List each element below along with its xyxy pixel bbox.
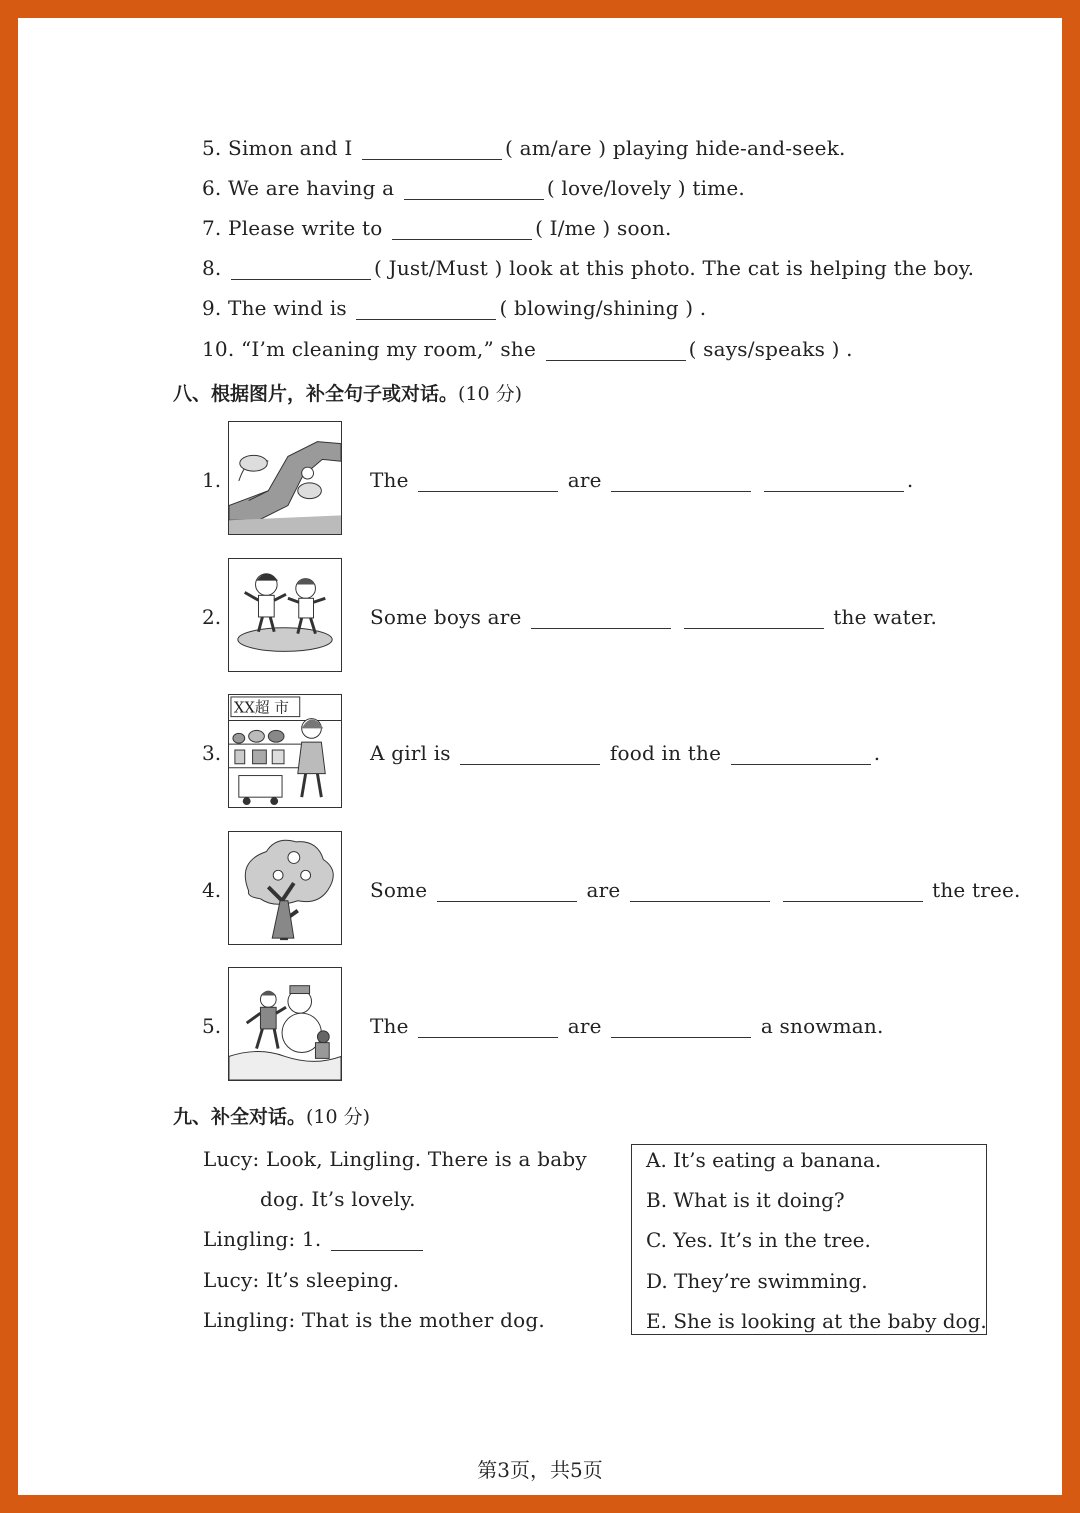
- picture-item-number: 3.: [202, 741, 222, 765]
- section-9-heading: 九、补全对话。(10 分): [173, 1106, 371, 1128]
- boys-water-picture: [228, 558, 342, 672]
- snowman-picture: [228, 967, 342, 1081]
- answer-blank[interactable]: [630, 879, 770, 902]
- worksheet-page: [18, 18, 1062, 1495]
- answer-blank[interactable]: [611, 469, 751, 492]
- page-footer: 第3页，共5页: [477, 1458, 603, 1482]
- answer-blank[interactable]: [392, 217, 532, 240]
- answer-blank[interactable]: [684, 606, 824, 629]
- answer-blank[interactable]: [418, 1015, 558, 1038]
- answer-blank[interactable]: [437, 879, 577, 902]
- answer-blank[interactable]: [356, 297, 496, 320]
- answer-blank[interactable]: [460, 742, 600, 765]
- picture-item-number: 2.: [202, 605, 222, 629]
- question-10: 10. “I’m cleaning my room,” she ( says/speaks ) .: [202, 337, 853, 361]
- dialogue-line-1: Lucy: Look, Lingling. There is a baby: [203, 1147, 587, 1171]
- question-9: 9. The wind is ( blowing/shining ) .: [202, 296, 707, 320]
- picture-sentence-3: A girl is food in the .: [370, 741, 881, 765]
- picture-item-number: 5.: [202, 1014, 222, 1038]
- dialogue-line-4: Lucy: It’s sleeping.: [203, 1268, 400, 1292]
- question-7: 7. Please write to ( I/me ) soon.: [202, 216, 672, 240]
- option-b: B. What is it doing?: [646, 1188, 845, 1212]
- question-6: 6. We are having a ( love/lovely ) time.: [202, 176, 745, 200]
- answer-blank[interactable]: [764, 469, 904, 492]
- picture-item-number: 1.: [202, 468, 222, 492]
- answer-blank[interactable]: [783, 879, 923, 902]
- picture-sentence-1: The are .: [370, 468, 914, 492]
- option-c: C. Yes. It’s in the tree.: [646, 1228, 871, 1252]
- answer-blank[interactable]: [611, 1015, 751, 1038]
- answer-blank[interactable]: [331, 1228, 423, 1251]
- question-5: 5. Simon and I ( am/are ) playing hide-and-seek.: [202, 136, 846, 160]
- options-box: [631, 1144, 987, 1335]
- question-8: 8. ( Just/Must ) look at this photo. The cat is helping the boy.: [202, 256, 975, 280]
- answer-blank[interactable]: [418, 469, 558, 492]
- answer-blank[interactable]: [231, 257, 371, 280]
- answer-blank[interactable]: [531, 606, 671, 629]
- supermarket-picture: [228, 694, 342, 808]
- birds-tree-picture: [228, 831, 342, 945]
- answer-blank[interactable]: [731, 742, 871, 765]
- answer-blank[interactable]: [404, 177, 544, 200]
- answer-blank[interactable]: [546, 338, 686, 361]
- answer-blank[interactable]: [362, 137, 502, 160]
- option-d: D. They’re swimming.: [646, 1269, 868, 1293]
- cows-river-picture: [228, 421, 342, 535]
- supermarket-sign-text: XX超 市: [233, 699, 289, 717]
- section-8-heading: 八、根据图片，补全句子或对话。(10 分): [173, 383, 523, 405]
- option-e: E. She is looking at the baby dog.: [646, 1309, 987, 1333]
- dialogue-line-2: dog. It’s lovely.: [260, 1187, 416, 1211]
- picture-sentence-5: The are a snowman.: [370, 1014, 884, 1038]
- dialogue-line-5: Lingling: That is the mother dog.: [203, 1308, 545, 1332]
- picture-sentence-4: Some are the tree.: [370, 878, 1021, 902]
- picture-item-number: 4.: [202, 878, 222, 902]
- picture-sentence-2: Some boys are the water.: [370, 605, 938, 629]
- option-a: A. It’s eating a banana.: [646, 1148, 882, 1172]
- dialogue-line-3: Lingling: 1.: [203, 1227, 426, 1251]
